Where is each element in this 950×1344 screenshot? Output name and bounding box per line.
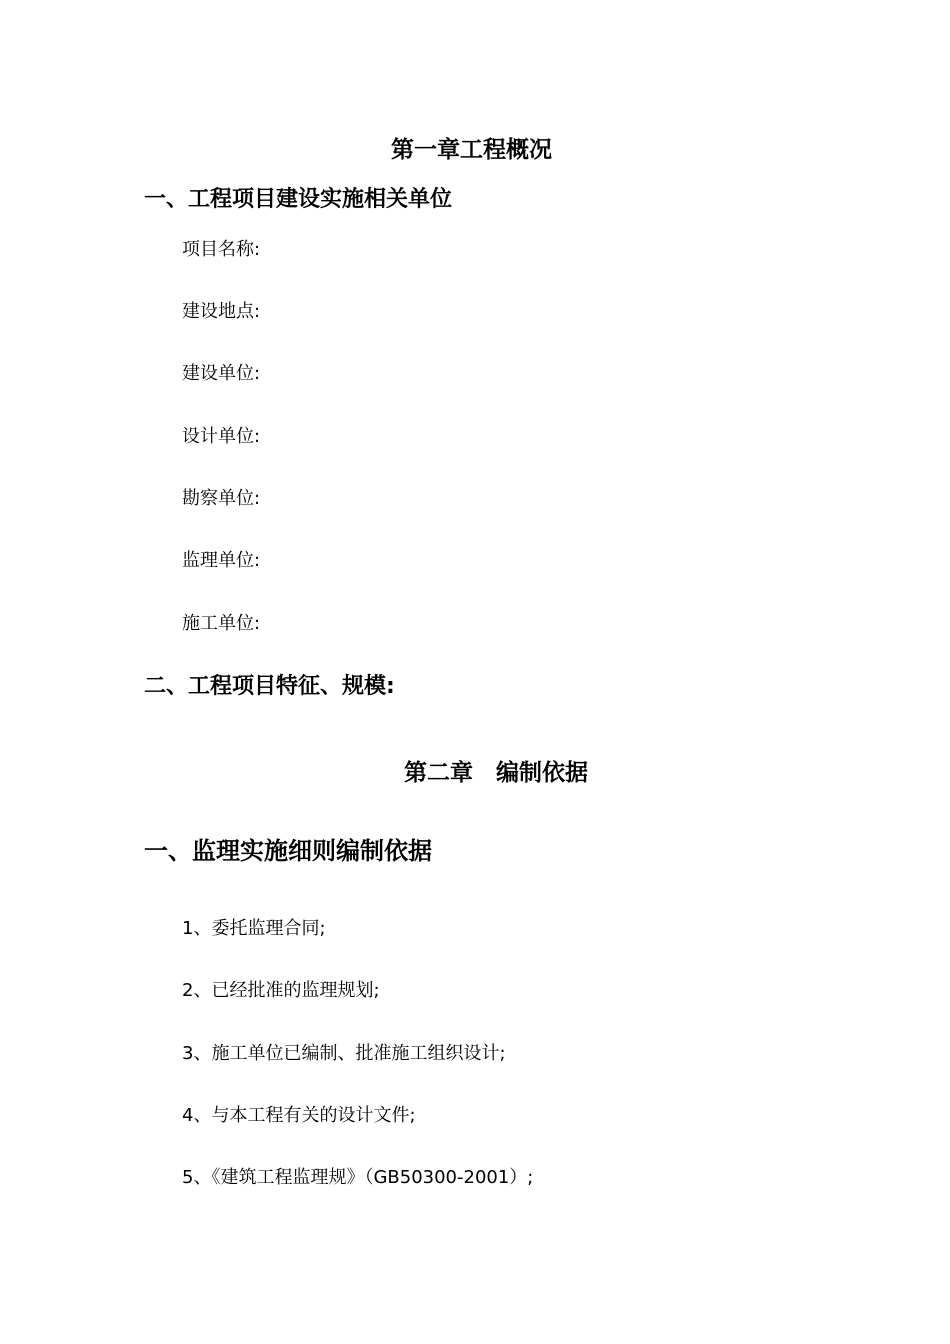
chapter-1-section-1-heading: 一、工程项目建设实施相关单位: [144, 187, 453, 212]
construction-site-label: 建设地点:: [182, 301, 261, 322]
supervision-unit-label: 监理单位:: [182, 550, 261, 571]
basis-item-1: 1、委托监理合同;: [182, 918, 326, 939]
project-name-label: 项目名称:: [182, 239, 261, 260]
basis-item-3: 3、施工单位已编制、批准施工组织设计;: [182, 1043, 506, 1064]
chapter-2-section-1-heading: 一、监理实施细则编制依据: [144, 837, 432, 865]
design-unit-label: 设计单位:: [182, 426, 261, 447]
chapter-1-section-2-heading: 二、工程项目特征、规模:: [144, 674, 395, 699]
survey-unit-label: 勘察单位:: [182, 488, 261, 509]
contractor-unit-label: 施工单位:: [182, 613, 261, 634]
chapter-2-title: 第二章 编制依据: [404, 760, 588, 786]
chapter-1-title: 第一章工程概况: [391, 137, 552, 163]
basis-item-2: 2、已经批准的监理规划;: [182, 980, 380, 1001]
owner-unit-label: 建设单位:: [182, 363, 261, 384]
basis-item-4: 4、与本工程有关的设计文件;: [182, 1105, 416, 1126]
basis-item-5: 5、《建筑工程监理规》（GB50300-2001）;: [182, 1167, 534, 1188]
